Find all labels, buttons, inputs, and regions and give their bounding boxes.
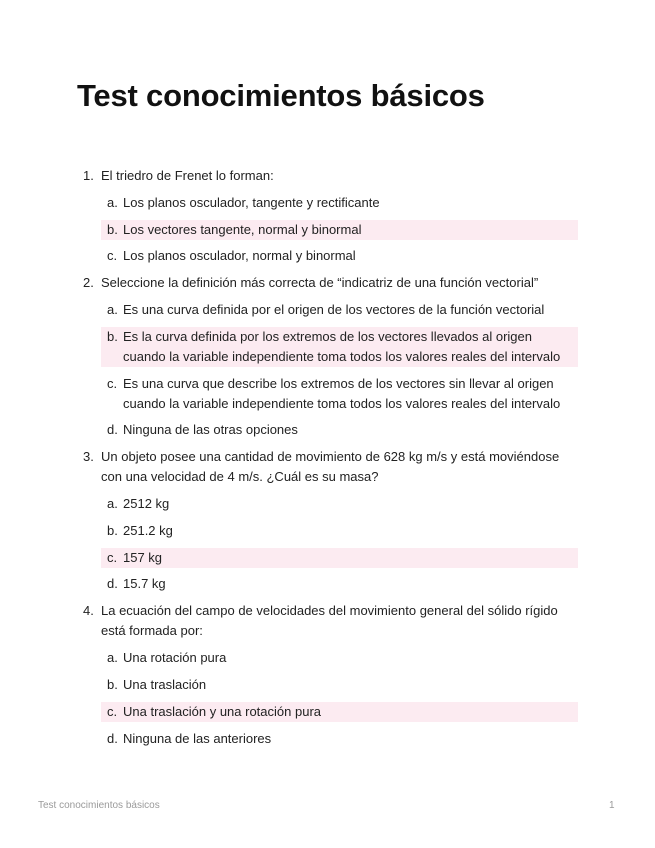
option-row[interactable]	[101, 193, 578, 213]
option-letter: a.	[107, 496, 118, 511]
option-row[interactable]	[101, 374, 578, 414]
question-number: 4.	[83, 603, 94, 618]
option-text: Los planos osculador, normal y binormal	[123, 248, 356, 263]
option-text: Los vectores tangente, normal y binormal	[123, 222, 362, 237]
option-row[interactable]	[101, 246, 578, 266]
option-letter: b.	[107, 222, 118, 237]
option-letter: b.	[107, 677, 118, 692]
question-number: 2.	[83, 275, 94, 290]
option-text: Una rotación pura	[123, 650, 227, 665]
option-row[interactable]	[101, 521, 578, 541]
option-letter: d.	[107, 576, 118, 591]
option-letter: c.	[107, 704, 118, 719]
option-letter: b.	[107, 329, 118, 344]
option-text: Una traslación y una rotación pura	[123, 704, 322, 719]
option-text: 251.2 kg	[123, 523, 173, 538]
option-row[interactable]	[101, 648, 578, 668]
question-text: Seleccione la definición más correcta de “indicatriz de una función vectorial”	[101, 275, 539, 290]
footer-document-name: Test conocimientos básicos	[38, 800, 160, 811]
option-text: Es una curva definida por el origen de los vectores de la función vectorial	[123, 302, 545, 317]
option-row[interactable]	[101, 574, 578, 594]
option-letter: d.	[107, 422, 118, 437]
option-row-highlighted[interactable]	[101, 220, 578, 240]
question-text: La ecuación del campo de velocidades del movimiento general del sólido rígido está formada por:	[101, 603, 558, 638]
option-row[interactable]	[101, 494, 578, 514]
option-row-highlighted[interactable]	[101, 548, 578, 568]
option-row-highlighted[interactable]	[101, 702, 578, 722]
option-row-highlighted[interactable]	[101, 327, 578, 367]
option-row[interactable]	[101, 675, 578, 695]
option-text: Una traslación	[123, 677, 207, 692]
option-text: Es una curva que describe los extremos de los vectores sin llevar al origen cuando la variable independiente toma todos los valores reales del intervalo	[123, 376, 561, 411]
option-text: 157 kg	[123, 550, 163, 565]
option-text: Ninguna de las otras opciones	[123, 422, 298, 437]
option-letter: c.	[107, 550, 118, 565]
page-title: Test conocimientos básicos	[77, 78, 485, 113]
option-text: Los planos osculador, tangente y rectificante	[123, 195, 380, 210]
question-number: 3.	[83, 449, 94, 464]
option-row[interactable]	[101, 729, 578, 749]
question-number: 1.	[83, 168, 94, 183]
option-letter: b.	[107, 523, 118, 538]
option-letter: c.	[107, 376, 118, 391]
option-text: 15.7 kg	[123, 576, 166, 591]
option-text: Es la curva definida por los extremos de los vectores llevados al origen cuando la variable independiente toma todos los valores reales del intervalo	[123, 329, 561, 364]
footer-page-number: 1	[609, 800, 615, 811]
option-letter: a.	[107, 195, 118, 210]
question-text: Un objeto posee una cantidad de movimiento de 628 kg m/s y está moviéndose con una velocidad de 4 m/s. ¿Cuál es su masa?	[101, 449, 560, 484]
option-text: Ninguna de las anteriores	[123, 731, 272, 746]
question-text: El triedro de Frenet lo forman:	[101, 168, 274, 183]
option-letter: d.	[107, 731, 118, 746]
option-text: 2512 kg	[123, 496, 170, 511]
option-row[interactable]	[101, 300, 578, 320]
option-letter: a.	[107, 650, 118, 665]
option-letter: c.	[107, 248, 118, 263]
option-letter: a.	[107, 302, 118, 317]
option-row[interactable]	[101, 420, 578, 440]
